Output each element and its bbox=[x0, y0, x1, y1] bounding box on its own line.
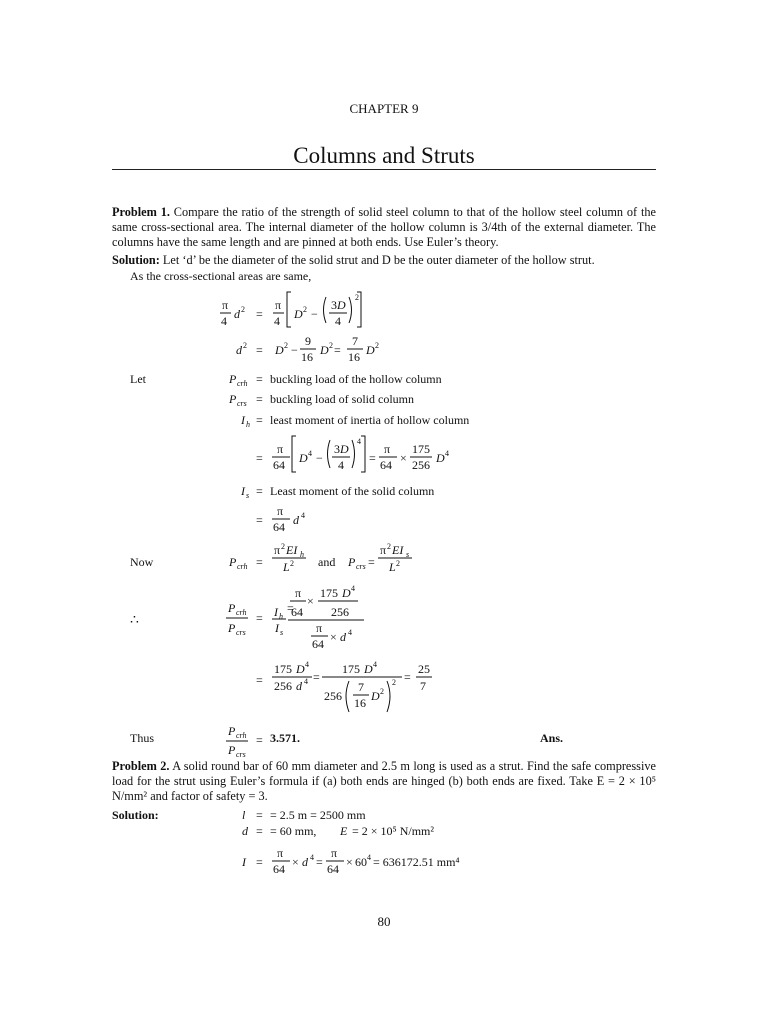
svg-text:−: − bbox=[311, 307, 318, 321]
svg-text:−: − bbox=[316, 451, 323, 465]
svg-text:16: 16 bbox=[354, 696, 366, 710]
svg-text:=: = bbox=[256, 673, 263, 687]
svg-text:4: 4 bbox=[301, 511, 305, 520]
svg-text:D: D bbox=[320, 343, 329, 357]
svg-text:d: d bbox=[234, 307, 240, 321]
svg-text:×: × bbox=[330, 630, 337, 644]
svg-text:64: 64 bbox=[273, 520, 285, 534]
solution-text: Let ‘d’ be the diameter of the solid strut and D be the outer diameter of the hollow strut. bbox=[162, 253, 595, 267]
svg-text:crh: crh bbox=[237, 379, 248, 388]
svg-text:crs: crs bbox=[236, 750, 246, 759]
problem-1-text: Compare the ratio of the strength of solid steel column to that of the hollow steel column of the same cross-sectional area. The internal diameter of the hollow column is 3/4th of the external diameter. The columns have the same length and are pinned at both ends. Use Euler’s theory. bbox=[112, 205, 657, 249]
svg-text:d: d bbox=[293, 513, 299, 527]
svg-text:=: = bbox=[334, 343, 341, 357]
svg-text:P: P bbox=[228, 621, 236, 635]
svg-text:=: = bbox=[287, 601, 294, 615]
svg-text:=: = bbox=[256, 451, 263, 465]
svg-text:EI: EI bbox=[392, 543, 404, 557]
diameter-value: = 60 mm, bbox=[270, 824, 317, 838]
buckling-solid-text: buckling load of solid column bbox=[270, 392, 414, 406]
buckling-hollow-text: buckling load of the hollow column bbox=[270, 372, 442, 386]
svg-text:16: 16 bbox=[348, 350, 360, 364]
svg-text:175: 175 bbox=[412, 442, 430, 456]
svg-text:crs: crs bbox=[237, 399, 247, 408]
svg-text:d: d bbox=[242, 824, 248, 838]
length-value: = 2.5 m = 2500 mm bbox=[270, 808, 366, 822]
svg-text:×: × bbox=[346, 855, 353, 869]
svg-text:P: P bbox=[228, 724, 236, 738]
svg-text:I: I bbox=[274, 605, 278, 619]
svg-text:=: = bbox=[256, 484, 263, 498]
thus-equation bbox=[226, 724, 263, 759]
svg-text:2: 2 bbox=[392, 678, 396, 687]
euler-load-equation bbox=[228, 542, 412, 574]
svg-text:=: = bbox=[256, 372, 263, 386]
svg-text:4: 4 bbox=[373, 660, 377, 669]
svg-text:=: = bbox=[256, 824, 263, 838]
svg-text:d: d bbox=[302, 855, 308, 869]
svg-text:D: D bbox=[340, 442, 349, 456]
svg-text:=: = bbox=[256, 808, 263, 822]
svg-text:P: P bbox=[348, 555, 356, 569]
svg-text:4: 4 bbox=[351, 584, 355, 593]
problem-2-solution-label: Solution: bbox=[112, 808, 159, 822]
svg-text:=: = bbox=[256, 733, 263, 747]
moi-hollow-text: least moment of inertia of hollow column bbox=[270, 413, 470, 427]
svg-text:64: 64 bbox=[273, 458, 285, 472]
svg-text:×: × bbox=[400, 451, 407, 465]
svg-text:I: I bbox=[241, 413, 245, 427]
problem-2-label: Problem 2. bbox=[112, 759, 170, 773]
svg-text:π: π bbox=[380, 543, 387, 557]
svg-text:L: L bbox=[283, 560, 290, 574]
svg-text:P: P bbox=[229, 392, 237, 406]
svg-text:π: π bbox=[222, 298, 229, 312]
svg-text:l: l bbox=[242, 808, 246, 822]
svg-text:2: 2 bbox=[387, 542, 391, 551]
thus-label: Thus bbox=[130, 731, 154, 745]
areas-same-text: As the cross-sectional areas are same, bbox=[130, 269, 312, 283]
svg-text:4: 4 bbox=[338, 458, 344, 472]
svg-text:π: π bbox=[277, 504, 284, 518]
page-title: Columns and Struts bbox=[293, 143, 475, 168]
svg-text:64: 64 bbox=[380, 458, 392, 472]
svg-text:EI: EI bbox=[286, 543, 298, 557]
svg-text:π: π bbox=[316, 621, 323, 635]
svg-text:256: 256 bbox=[412, 458, 430, 472]
svg-text:=: = bbox=[256, 392, 263, 406]
svg-text:π: π bbox=[277, 846, 284, 860]
svg-text:D: D bbox=[337, 298, 346, 312]
svg-text:s: s bbox=[246, 491, 250, 500]
svg-text:crs: crs bbox=[236, 628, 246, 637]
svg-text:h: h bbox=[300, 550, 304, 559]
svg-text:crh: crh bbox=[236, 731, 247, 740]
svg-text:D: D bbox=[364, 662, 373, 676]
svg-text:P: P bbox=[228, 743, 236, 757]
svg-text:D: D bbox=[294, 307, 303, 321]
area-equation bbox=[220, 292, 361, 328]
modulus-value: = 2 × 10⁵ N/mm² bbox=[352, 824, 434, 838]
moi-solid-equation bbox=[256, 504, 305, 534]
svg-text:crh: crh bbox=[236, 608, 247, 617]
svg-text:d: d bbox=[296, 679, 302, 693]
svg-text:D: D bbox=[296, 662, 305, 676]
svg-text:25: 25 bbox=[418, 662, 430, 676]
svg-text:2: 2 bbox=[329, 341, 333, 350]
svg-text:π: π bbox=[331, 846, 338, 860]
ratio-simplification bbox=[256, 660, 432, 712]
svg-text:2: 2 bbox=[355, 293, 359, 302]
svg-text:D: D bbox=[371, 689, 380, 703]
svg-text:crh: crh bbox=[237, 562, 248, 571]
solution-label: Solution: bbox=[112, 253, 160, 267]
svg-text:=: = bbox=[256, 855, 263, 869]
svg-text:P: P bbox=[229, 555, 237, 569]
svg-text:=: = bbox=[256, 307, 263, 321]
svg-text:64: 64 bbox=[327, 862, 339, 876]
svg-text:D: D bbox=[366, 343, 375, 357]
svg-text:D: D bbox=[342, 586, 351, 600]
svg-text:4: 4 bbox=[367, 853, 371, 862]
svg-text:=: = bbox=[316, 855, 323, 869]
problem-2-text: A solid round bar of 60 mm diameter and 2.5 m long is used as a strut. Find the safe compressive load for the strut using Euler’s formula if (a) both ends are hinged (b) both ends are fixed. Take E = 2 × 10⁵ N/mm² and factor of safety = 3. bbox=[112, 759, 656, 803]
svg-text:2: 2 bbox=[380, 687, 384, 696]
svg-text:s: s bbox=[280, 628, 284, 637]
svg-text:4: 4 bbox=[274, 314, 280, 328]
svg-text:I: I bbox=[275, 621, 279, 635]
svg-text:=: = bbox=[256, 555, 263, 569]
svg-text:d: d bbox=[340, 630, 346, 644]
svg-text:2: 2 bbox=[243, 341, 247, 350]
svg-text:×: × bbox=[292, 855, 299, 869]
svg-text:175: 175 bbox=[274, 662, 292, 676]
let-definitions bbox=[228, 372, 263, 429]
svg-text:2: 2 bbox=[290, 559, 294, 568]
svg-text:=: = bbox=[313, 670, 320, 684]
svg-text:175: 175 bbox=[342, 662, 360, 676]
svg-text:=: = bbox=[404, 670, 411, 684]
result-value: 3.571. bbox=[270, 731, 300, 745]
svg-text:2: 2 bbox=[284, 341, 288, 350]
svg-text:π: π bbox=[295, 586, 302, 600]
svg-text:2: 2 bbox=[375, 341, 379, 350]
svg-text:64: 64 bbox=[273, 862, 285, 876]
moi-solid-text: Least moment of the solid column bbox=[270, 484, 435, 498]
svg-text:9: 9 bbox=[305, 334, 311, 348]
svg-text:2: 2 bbox=[396, 559, 400, 568]
svg-text:64: 64 bbox=[312, 637, 324, 651]
svg-text:4: 4 bbox=[305, 660, 309, 669]
svg-text:D: D bbox=[299, 451, 308, 465]
now-label: Now bbox=[130, 555, 154, 569]
svg-text:−: − bbox=[291, 343, 298, 357]
svg-text:7: 7 bbox=[352, 334, 358, 348]
svg-text:π: π bbox=[274, 543, 281, 557]
svg-text:D: D bbox=[275, 343, 284, 357]
svg-text:7: 7 bbox=[358, 680, 364, 694]
svg-text:D: D bbox=[436, 451, 445, 465]
svg-text:256: 256 bbox=[274, 679, 292, 693]
svg-text:π: π bbox=[277, 442, 284, 456]
svg-text:=: = bbox=[368, 555, 375, 569]
svg-text:2: 2 bbox=[241, 305, 245, 314]
svg-text:3: 3 bbox=[331, 298, 337, 312]
let-label: Let bbox=[130, 372, 146, 386]
svg-text:crs: crs bbox=[356, 562, 366, 571]
moi-solid-label bbox=[240, 484, 263, 500]
svg-text:=: = bbox=[256, 611, 263, 625]
problem-2-statement bbox=[112, 759, 656, 804]
svg-text:L: L bbox=[389, 560, 396, 574]
svg-text:4: 4 bbox=[445, 449, 449, 458]
chapter-label: CHAPTER 9 bbox=[349, 101, 419, 116]
svg-text:256: 256 bbox=[331, 605, 349, 619]
svg-text:×: × bbox=[307, 594, 314, 608]
svg-text:2: 2 bbox=[281, 542, 285, 551]
svg-text:P: P bbox=[228, 601, 236, 615]
and-word: and bbox=[318, 555, 336, 569]
svg-text:4: 4 bbox=[357, 437, 361, 446]
svg-text:E: E bbox=[340, 824, 348, 838]
svg-text:64: 64 bbox=[291, 605, 303, 619]
svg-text:256: 256 bbox=[324, 689, 342, 703]
svg-text:7: 7 bbox=[420, 679, 426, 693]
therefore-symbol: ∴ bbox=[130, 613, 139, 628]
problem-1-label: Problem 1. bbox=[112, 205, 170, 219]
svg-text:4: 4 bbox=[221, 314, 227, 328]
page-number: 80 bbox=[377, 914, 391, 929]
svg-text:π: π bbox=[275, 298, 282, 312]
svg-text:I: I bbox=[241, 484, 245, 498]
svg-text:I: I bbox=[242, 855, 246, 869]
svg-text:π: π bbox=[384, 442, 391, 456]
svg-text:4: 4 bbox=[304, 677, 308, 686]
svg-text:h: h bbox=[246, 420, 250, 429]
moi-hollow-equation bbox=[256, 436, 449, 472]
svg-text:=: = bbox=[256, 513, 263, 527]
svg-text:=: = bbox=[256, 343, 263, 357]
svg-text:4: 4 bbox=[348, 628, 352, 637]
svg-text:d: d bbox=[236, 343, 242, 357]
ratio-equation bbox=[226, 584, 364, 651]
svg-text:60: 60 bbox=[355, 855, 367, 869]
svg-text:16: 16 bbox=[301, 350, 313, 364]
svg-text:3: 3 bbox=[334, 442, 340, 456]
svg-text:175: 175 bbox=[320, 586, 338, 600]
svg-text:4: 4 bbox=[335, 314, 341, 328]
diameter-relation bbox=[236, 334, 379, 364]
moi-value: = 636172.51 mm⁴ bbox=[373, 855, 460, 869]
svg-text:=: = bbox=[256, 413, 263, 427]
answer-label: Ans. bbox=[540, 731, 564, 745]
svg-text:s: s bbox=[406, 550, 410, 559]
svg-text:4: 4 bbox=[308, 449, 312, 458]
svg-text:=: = bbox=[369, 451, 376, 465]
svg-text:4: 4 bbox=[310, 853, 314, 862]
svg-text:P: P bbox=[229, 372, 237, 386]
svg-text:2: 2 bbox=[303, 305, 307, 314]
svg-text:h: h bbox=[279, 612, 283, 621]
